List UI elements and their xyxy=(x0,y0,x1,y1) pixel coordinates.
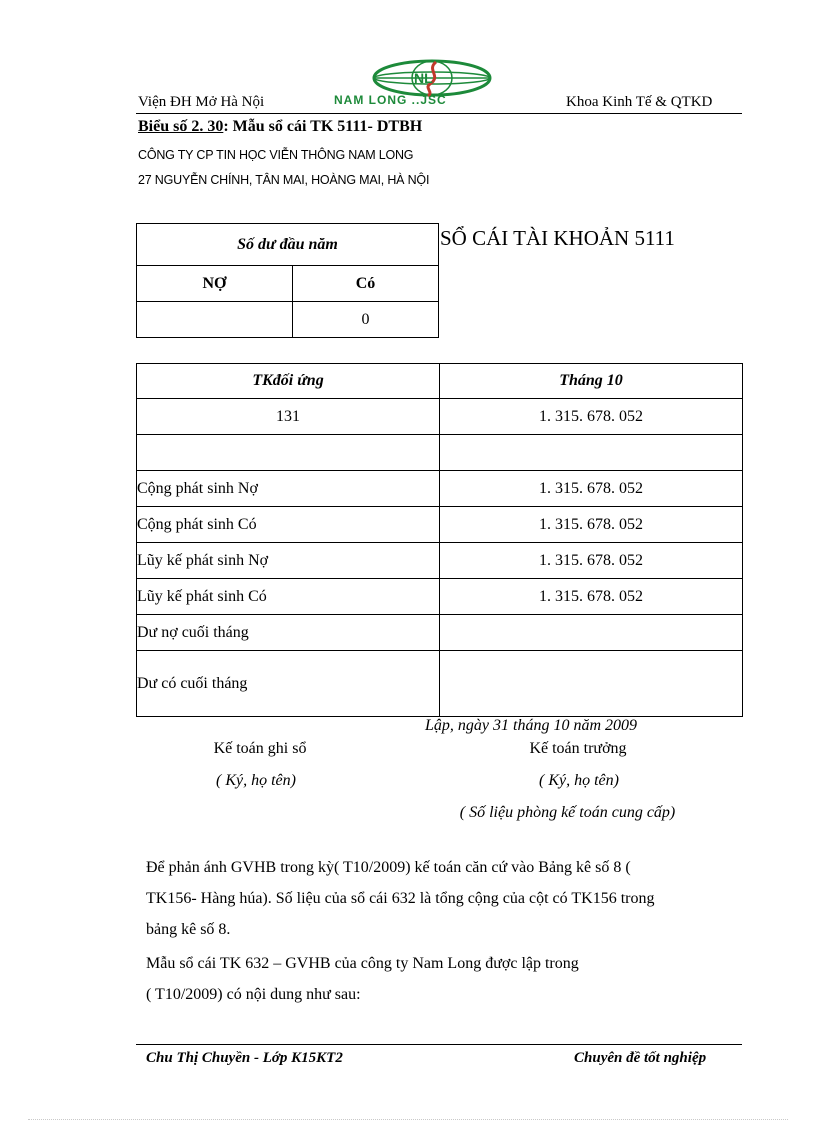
row-label: Lũy kế phát sinh Có xyxy=(137,579,440,615)
row-value: 1. 315. 678. 052 xyxy=(440,543,743,579)
table-row xyxy=(137,399,743,435)
row-value: 1. 315. 678. 052 xyxy=(440,471,743,507)
bookkeeper-note: ( Ký, họ tên) xyxy=(216,772,296,789)
opening-balance-table xyxy=(136,223,439,338)
header-faculty: Khoa Kinh Tế & QTKD xyxy=(566,94,713,110)
row-label: Cộng phát sinh Nợ xyxy=(137,471,440,507)
footer-author: Chu Thị Chuyền - Lớp K15KT2 xyxy=(146,1050,343,1066)
form-number: Biểu số 2. 30 xyxy=(138,118,224,135)
company-address: 27 NGUYỄN CHÍNH, TÂN MAI, HOÀNG MAI, HÀ NỘI xyxy=(138,173,430,187)
header-institute: Viện ĐH Mở Hà Nội xyxy=(138,94,265,110)
row-value xyxy=(440,651,743,717)
footer-doc-type: Chuyên đề tốt nghiệp xyxy=(574,1050,707,1066)
bookkeeper-title: Kế toán ghi sổ xyxy=(213,740,307,757)
row-value: 1. 315. 678. 052 xyxy=(440,399,743,435)
table-row xyxy=(137,543,743,579)
credit-value: 0 xyxy=(293,302,439,338)
prepared-date: Lập, ngày 31 tháng 10 năm 2009 xyxy=(425,717,637,734)
col-month-header: Tháng 10 xyxy=(440,364,743,399)
row-label: Dư nợ cuối tháng xyxy=(137,615,440,651)
table-row xyxy=(137,471,743,507)
row-label: Lũy kế phát sinh Nợ xyxy=(137,543,440,579)
row-label xyxy=(137,435,440,471)
ledger-title: SỔ CÁI TÀI KHOẢN 5111 xyxy=(440,226,675,250)
form-description: : Mẫu sổ cái TK 5111- DTBH xyxy=(223,118,423,135)
table-row xyxy=(137,615,743,651)
col-account-header: TKđối ứng xyxy=(137,364,440,399)
chief-accountant-title: Kế toán trưởng xyxy=(529,740,627,757)
data-source-note: ( Số liệu phòng kế toán cung cấp) xyxy=(459,804,676,821)
row-value xyxy=(440,435,743,471)
logo-text: NAM LONG ..JSC xyxy=(334,93,447,107)
debit-header: NỢ xyxy=(137,266,293,302)
page-edge-dots xyxy=(28,1119,788,1120)
ledger-table xyxy=(136,363,743,717)
table-row xyxy=(137,435,743,471)
table-row xyxy=(137,579,743,615)
paragraph-2: Mẫu sổ cái TK 632 – GVHB của công ty Nam Long được lập trong ( T10/2009) có nội dung như sau: xyxy=(146,955,579,1003)
chief-accountant-note: ( Ký, họ tên) xyxy=(539,772,619,789)
table-row xyxy=(137,651,743,717)
row-label: Cộng phát sinh Có xyxy=(137,507,440,543)
company-name: CÔNG TY CP TIN HỌC VIỄN THÔNG NAM LONG xyxy=(138,148,414,162)
row-label: Dư có cuối tháng xyxy=(137,651,440,717)
row-value: 1. 315. 678. 052 xyxy=(440,507,743,543)
row-value xyxy=(440,615,743,651)
opening-balance-heading: Số dư đầu năm xyxy=(137,224,439,266)
credit-header: Có xyxy=(293,266,439,302)
row-label: 131 xyxy=(137,399,440,435)
svg-text:NL: NL xyxy=(414,70,433,86)
header-divider xyxy=(136,113,742,114)
row-value: 1. 315. 678. 052 xyxy=(440,579,743,615)
paragraph-1: Để phản ánh GVHB trong kỳ( T10/2009) kế toán căn cứ vào Bảng kê số 8 ( TK156- Hàng húa). Số liệu của sổ cái 632 là tổng cộng của cột có TK156 trong bảng kê số 8. xyxy=(146,859,655,938)
table-row xyxy=(137,507,743,543)
footer-divider xyxy=(136,1044,742,1045)
form-title xyxy=(138,118,422,136)
debit-value xyxy=(137,302,293,338)
